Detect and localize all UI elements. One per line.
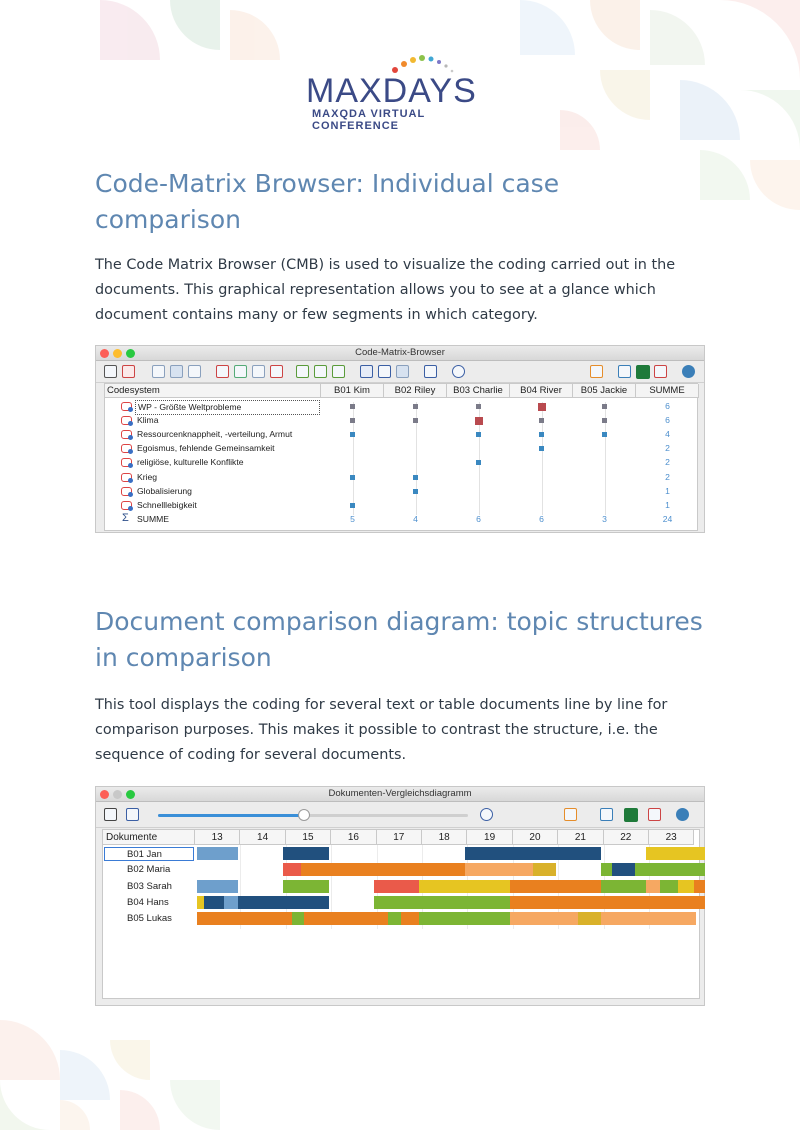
coded-segment[interactable] — [510, 880, 601, 893]
section2-para-line1: This tool displays the coding for several text or table documents line by line for — [95, 697, 668, 713]
code-icon — [121, 473, 132, 482]
section1-heading-line1: Code-Matrix Browser: Individual case — [95, 169, 560, 198]
cmb-window-title: Code-Matrix-Browser — [355, 347, 445, 358]
cmb-cell-square[interactable] — [413, 418, 418, 423]
cmb-row-sum: 6 — [665, 401, 670, 411]
coded-segment[interactable] — [197, 896, 204, 909]
coded-segment[interactable] — [197, 912, 292, 925]
color-mode-icon[interactable] — [216, 365, 229, 378]
section1-para-line2: documents. This graphical representation allows you to see at a glance which — [95, 282, 656, 298]
coded-segment[interactable] — [238, 896, 329, 909]
coded-segment[interactable] — [401, 912, 419, 925]
dcd-document-row[interactable]: B01 Jan — [104, 847, 194, 861]
dcd-column-header[interactable]: 19 — [467, 830, 512, 845]
dcd-document-row[interactable]: B05 Lukas — [127, 913, 172, 925]
coded-segment[interactable] — [374, 880, 419, 893]
excel-export-icon[interactable] — [636, 365, 650, 379]
section2-para-line2: comparison purposes. This makes it possible to contrast the structure, i.e. the — [95, 722, 658, 738]
coded-segment[interactable] — [646, 847, 705, 860]
section1-para-line1: The Code Matrix Browser (CMB) is used to visualize the coding carried out in the — [95, 257, 676, 273]
dcd-column-header[interactable]: 22 — [604, 830, 649, 845]
summe-row-label: SUMME — [137, 513, 169, 524]
cmb-code-row[interactable]: religiöse, kulturelle Konflikte — [137, 457, 244, 468]
document-tree-icon[interactable] — [104, 365, 117, 378]
codesystem-header: Codesystem — [105, 384, 321, 398]
code-icon — [121, 458, 132, 467]
code-icon — [121, 402, 132, 411]
cmb-cell-square[interactable] — [413, 475, 418, 480]
coded-segment[interactable] — [578, 912, 601, 925]
cmb-column-sum: 5 — [350, 513, 355, 524]
coded-segment[interactable] — [374, 896, 510, 909]
cmb-code-row[interactable]: WP - Größte Weltprobleme — [135, 400, 320, 415]
document-comparison-chart — [102, 829, 700, 999]
sigma-icon: Σ — [122, 511, 129, 524]
coded-segment[interactable] — [533, 863, 556, 876]
sort-codes-icon[interactable] — [252, 365, 265, 378]
coded-segment[interactable] — [283, 847, 328, 860]
cmb-column-header[interactable]: B05 Jackie — [573, 384, 636, 398]
cmb-cell-square[interactable] — [475, 417, 483, 425]
cmb-cell-square[interactable] — [476, 460, 481, 465]
coded-segment[interactable] — [388, 912, 402, 925]
export-icon[interactable] — [648, 808, 661, 821]
cmb-code-row[interactable]: Schnelllebigkeit — [137, 499, 197, 510]
refresh-icon[interactable] — [480, 808, 493, 821]
camera-icon[interactable] — [618, 365, 631, 378]
cmb-matrix — [104, 383, 698, 531]
fit-width-icon[interactable] — [126, 808, 139, 821]
coded-segment[interactable] — [304, 912, 388, 925]
coded-segment[interactable] — [660, 880, 678, 893]
dcd-document-row[interactable]: B04 Hans — [127, 896, 169, 908]
section1-heading-line2: comparison — [95, 205, 241, 234]
coded-segment[interactable] — [419, 912, 510, 925]
code-icon — [121, 444, 132, 453]
coded-segment[interactable] — [197, 847, 238, 860]
dcd-column-header[interactable]: 14 — [240, 830, 285, 845]
cmb-cell-square[interactable] — [476, 432, 481, 437]
code-icon — [121, 430, 132, 439]
coded-segment[interactable] — [510, 896, 705, 909]
cmb-cell-square[interactable] — [538, 403, 546, 411]
cmb-cell-square[interactable] — [476, 404, 481, 409]
coded-segment[interactable] — [601, 863, 612, 876]
view-heatmap-icon[interactable] — [188, 365, 201, 378]
coded-segment[interactable] — [601, 880, 646, 893]
cmb-column-sum: 24 — [662, 513, 673, 524]
coded-segment[interactable] — [612, 863, 635, 876]
cmb-row-sum: 1 — [665, 499, 670, 510]
coded-segment[interactable] — [204, 896, 224, 909]
coded-segment[interactable] — [301, 863, 464, 876]
dcd-document-row[interactable]: B03 Sarah — [127, 880, 172, 892]
cmb-column-sum: 4 — [413, 513, 418, 524]
rows-icon[interactable] — [332, 365, 345, 378]
section2-paragraph — [95, 693, 715, 768]
info-icon[interactable] — [682, 365, 695, 378]
coded-segment[interactable] — [465, 847, 601, 860]
section1-paragraph — [95, 253, 715, 328]
cmb-column-header[interactable]: B01 Kim — [321, 384, 384, 398]
coded-segment[interactable] — [197, 880, 238, 893]
document-comparison-window — [95, 786, 705, 1006]
grid-hash-icon[interactable] — [296, 365, 309, 378]
info-icon[interactable] — [676, 808, 689, 821]
code-icon — [121, 416, 132, 425]
columns-icon[interactable] — [314, 365, 327, 378]
cmb-cell-square[interactable] — [539, 418, 544, 423]
sets-icon[interactable] — [378, 365, 391, 378]
section2-heading-line2: in comparison — [95, 643, 272, 672]
color-palette-icon[interactable] — [590, 365, 603, 378]
dcd-toolbar — [96, 802, 704, 828]
coded-segment[interactable] — [224, 896, 238, 909]
cmb-cell-square[interactable] — [602, 404, 607, 409]
cmb-cell-square[interactable] — [350, 432, 355, 437]
cmb-cell-square[interactable] — [350, 503, 355, 508]
dcd-column-header[interactable]: 20 — [513, 830, 558, 845]
cmb-toolbar — [96, 361, 704, 383]
cmb-cell-square[interactable] — [539, 432, 544, 437]
cmb-code-row[interactable]: Klima — [137, 415, 159, 426]
maxdays-logo — [300, 50, 500, 132]
coded-segment[interactable] — [283, 880, 328, 893]
dcd-column-header[interactable]: 23 — [649, 830, 694, 845]
view-squares-icon[interactable] — [170, 365, 183, 378]
cmb-code-row[interactable]: Krieg — [137, 471, 158, 482]
cmb-cell-square[interactable] — [350, 418, 355, 423]
view-symbols-icon[interactable] — [152, 365, 165, 378]
cmb-column-sum: 3 — [602, 513, 607, 524]
cmb-code-row[interactable]: Egoismus, fehlende Gemeinsamkeit — [137, 443, 275, 454]
sum-sigma-icon[interactable] — [396, 365, 409, 378]
document-layout-icon[interactable] — [104, 808, 117, 821]
dcd-window-title: Dokumenten-Vergleichsdiagramm — [328, 788, 472, 799]
logo-title: MAXDAYS — [306, 72, 477, 110]
code-matrix-browser-window — [95, 345, 705, 533]
dcd-column-header[interactable]: 13 — [195, 830, 240, 845]
coded-segment[interactable] — [419, 880, 510, 893]
dcd-column-header[interactable]: 18 — [422, 830, 467, 845]
cmb-row-sum: 4 — [665, 429, 670, 440]
cmb-column-header[interactable]: SUMME — [636, 384, 699, 398]
coded-segment[interactable] — [694, 880, 705, 893]
coded-segment[interactable] — [635, 863, 705, 876]
cmb-cell-square[interactable] — [602, 418, 607, 423]
cmb-column-header[interactable]: B04 River — [510, 384, 573, 398]
cmb-cell-square[interactable] — [539, 446, 544, 451]
code-icon — [121, 487, 132, 496]
document-group-icon[interactable] — [360, 365, 373, 378]
cmb-row-sum: 1 — [665, 485, 670, 496]
coded-segment[interactable] — [292, 912, 303, 925]
coded-segment[interactable] — [465, 863, 533, 876]
dcd-column-header[interactable]: 16 — [331, 830, 376, 845]
coded-segment[interactable] — [646, 880, 660, 893]
cmb-code-row[interactable]: Ressourcenknappheit, -verteilung, Armut — [137, 429, 293, 440]
section2-heading — [95, 604, 715, 676]
dcd-column-header[interactable]: 17 — [377, 830, 422, 845]
cmb-column-header[interactable]: B03 Charlie — [447, 384, 510, 398]
cmb-titlebar — [96, 346, 704, 361]
coded-segment[interactable] — [510, 912, 578, 925]
export-icon[interactable] — [654, 365, 667, 378]
zoom-slider-fill — [158, 814, 304, 817]
coded-segment[interactable] — [678, 880, 694, 893]
code-icon — [121, 501, 132, 510]
camera-icon[interactable] — [600, 808, 613, 821]
documents-header: Dokumente — [103, 830, 195, 845]
dcd-column-header[interactable]: 15 — [286, 830, 331, 845]
cmb-code-row[interactable]: Globalisierung — [137, 485, 192, 496]
code-list-icon[interactable] — [122, 365, 135, 378]
section2-heading-line1: Document comparison diagram: topic structures — [95, 607, 703, 636]
dcd-column-header[interactable]: 21 — [558, 830, 603, 845]
code-filter-icon[interactable] — [270, 365, 283, 378]
cmb-column-header[interactable]: B02 Riley — [384, 384, 447, 398]
zoom-slider-handle[interactable] — [298, 809, 310, 821]
cmb-row-sum: 2 — [665, 443, 670, 454]
dcd-document-row[interactable]: B02 Maria — [127, 864, 171, 876]
cmb-cell-square[interactable] — [413, 489, 418, 494]
cmb-row-sum: 2 — [665, 457, 670, 468]
cmb-cell-square[interactable] — [602, 432, 607, 437]
cmb-row-sum: 2 — [665, 471, 670, 482]
cmb-cell-square[interactable] — [413, 404, 418, 409]
sort-order-icon[interactable] — [424, 365, 437, 378]
cmb-cell-square[interactable] — [350, 404, 355, 409]
coded-segment[interactable] — [283, 863, 301, 876]
cmb-column-sum: 6 — [539, 513, 544, 524]
refresh-icon[interactable] — [452, 365, 465, 378]
cmb-cell-square[interactable] — [350, 475, 355, 480]
cmb-column-sum: 6 — [476, 513, 481, 524]
hierarchy-icon[interactable] — [234, 365, 247, 378]
excel-export-icon[interactable] — [624, 808, 638, 822]
section1-heading — [95, 166, 715, 238]
cmb-row-sum: 6 — [665, 415, 670, 426]
zoom-slider-track[interactable] — [158, 814, 468, 817]
section2-para-line3: sequence of coding for several documents. — [95, 747, 407, 763]
coded-segment[interactable] — [601, 912, 696, 925]
dcd-titlebar — [96, 787, 704, 802]
color-palette-icon[interactable] — [564, 808, 577, 821]
section1-para-line3: document contains many or few segments in which category. — [95, 307, 538, 323]
logo-subtitle: MAXQDA VIRTUAL CONFERENCE — [312, 108, 425, 132]
